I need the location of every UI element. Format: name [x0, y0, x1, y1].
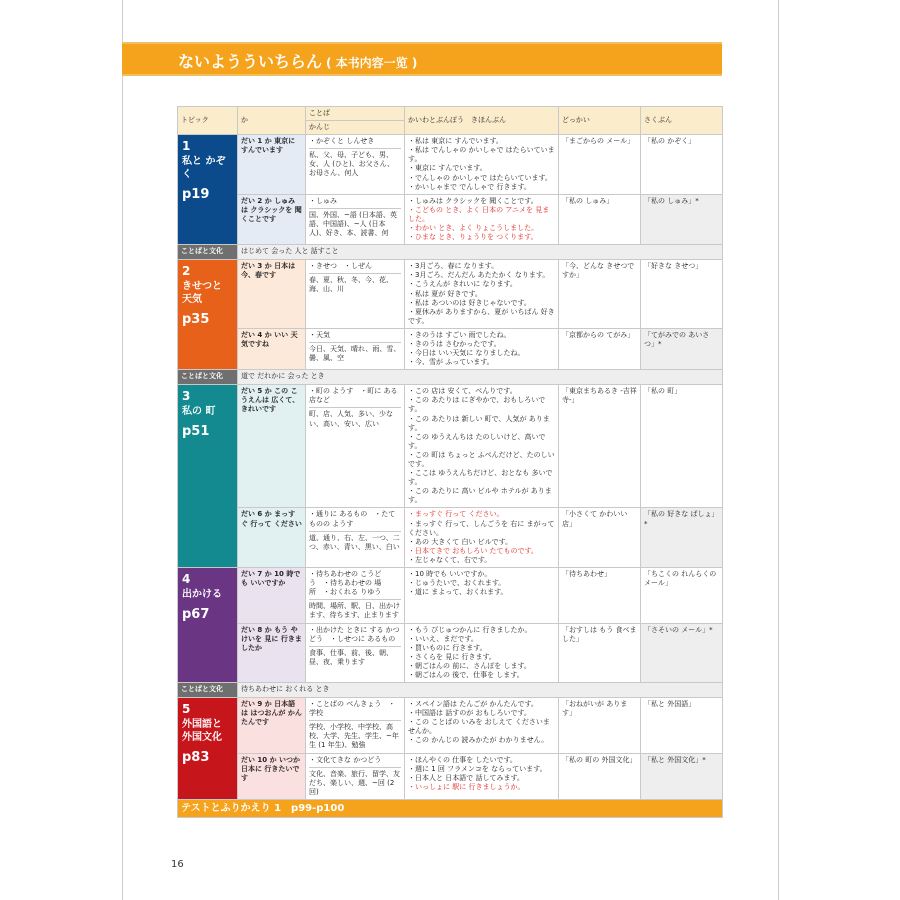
vocab-kanji-cell: ・天気 今日、天気、晴れ、雨、雪、曇、風、空 — [306, 328, 405, 369]
grammar-cell: ・ほんやくの 仕事を したいです。 ・週に 1 回 フラメンコを ならっています。 ・日本人と 日本語で 話してみます。 ・いっしょに 駅に 行きましょうか。 — [405, 753, 559, 799]
lesson-row — [178, 508, 723, 568]
header-sakubun: さくぶん — [641, 107, 723, 135]
topic-1: 1 私と かぞく p19 — [178, 135, 238, 245]
lesson-title: だい 1 か 東京に すんでいます — [238, 135, 306, 195]
vocab-kanji-cell: ・ことばの べんきょう ・学校 学校、小学校、中学校、高校、大学、先生、学生、~年生 (1 年生)、勉強 — [306, 698, 405, 753]
dokkai-cell: 「私の しゅみ」 — [559, 194, 641, 244]
lesson-row — [178, 194, 723, 244]
grammar-cell: ・この 店は 安くて、べんりです。 ・この あたりは にぎやかで、おもしろいです。 ・この あたりは 新しい 町で、人気が あります。 ・この ゆうえんちは たのしいけど、高いです。 ・この 町は ちょっと ふべんだけど、たのしいです。 ・ここは ゆうえんちだけど、おとなも 多いです。 ・この あたりに 高い ビルや ホテルが あります。 — [405, 385, 559, 508]
sakubun-cell: 「私の 好きな ばしょ」* — [641, 508, 723, 568]
sakubun-cell: 「てがみでの あいさつ」* — [641, 328, 723, 369]
lesson-title: だい 10 か いつか 日本に 行きたいです — [238, 753, 306, 799]
test-review-label: テストとふりかえり 1 p99-p100 — [178, 799, 723, 817]
dokkai-cell: 「まごからの メール」 — [559, 135, 641, 195]
dokkai-cell: 「私の 町の 外国文化」 — [559, 753, 641, 799]
dokkai-cell: 「小さくて かわいい 店」 — [559, 508, 641, 568]
grammar-cell: ・まっすぐ 行って ください。 ・まっすぐ 行って、しんごうを 右に まがって ください。 ・あの 大きくて 白い ビルです。 ・日本てきで おもしろい たてものです。 ・左じゃなくて、右です。 — [405, 508, 559, 568]
dokkai-cell: 「京都からの てがみ」 — [559, 328, 641, 369]
vocab-kanji-cell: ・しゅみ 国、外国、~語 (日本語、英語、中国語)、~人 (日本人)、好き、本、読書、何 — [306, 194, 405, 244]
topic-3: 3 私の 町 p51 — [178, 385, 238, 568]
lesson-title: だい 9 か 日本語は はつおんが かんたんです — [238, 698, 306, 753]
vocab-kanji-cell: ・出かけた ときに する かつどう ・しせつに あるもの 食事、仕事、前、後、朝、昼、夜、乗ります — [306, 623, 405, 683]
grammar-cell: ・私は 東京に すんでいます。 ・私は でんしゃの かいしゃで はたらいています。 ・東京に すんでいます。 ・でんしゃの かいしゃで はたらいています。 ・かいしゃまで でんしゃで 行きます。 — [405, 135, 559, 195]
grammar-cell: ・しゅみは クラシックを 聞くことです。 ・こどもの とき、よく 日本の アニメを 見ました。 ・わかい とき、よく りょこうしました。 ・ひまな とき、りょうりを つくります。 — [405, 194, 559, 244]
topic-4: 4 出かける p67 — [178, 568, 238, 683]
kotoba-bunka-row — [178, 245, 723, 260]
header-row — [178, 107, 723, 121]
title-banner — [122, 42, 722, 76]
lesson-title: だい 4 か いい 天気ですね — [238, 328, 306, 369]
vocab-kanji-cell: ・きせつ ・しぜん 春、夏、秋、冬、今、花、海、山、川 — [306, 260, 405, 329]
sakubun-cell: 「私の しゅみ」* — [641, 194, 723, 244]
lesson-title: だい 7 か 10 時でも いいですか — [238, 568, 306, 623]
sakubun-cell: 「私の 町」 — [641, 385, 723, 508]
dokkai-cell: 「東京まちあるき -吉祥寺-」 — [559, 385, 641, 508]
lesson-row — [178, 328, 723, 369]
topic-5: 5 外国語と 外国文化 p83 — [178, 698, 238, 800]
vocab-kanji-cell: ・文化てきな かつどう 文化、音楽、旅行、留学、友だち、楽しい、週、~回 (2 回) — [306, 753, 405, 799]
vocab-kanji-cell: ・待ちあわせの こうどう ・待ちあわせの 場所 ・おくれる りゆう 時間、場所、駅、日、出かけます、待ちます、止まります — [306, 568, 405, 623]
page-subtitle: ( 本书内容一览 ) — [326, 56, 418, 70]
kotoba-bunka-label: ことばと文化 — [178, 683, 238, 698]
lesson-row — [178, 623, 723, 683]
topic-2: 2 きせつと 天気 p35 — [178, 260, 238, 370]
grammar-cell: ・きのうは すごい 雨でしたね。 ・きのうは さむかったです。 ・今日は いい天気に なりましたね。 ・今、雪が ふっています。 — [405, 328, 559, 369]
grammar-cell: ・もう びじゅつかんに 行きましたか。 ・いいえ、まだです。 ・買いものに 行きます。 ・さくらを 見に 行きます。 ・朝ごはんの 前に、さんぽを します。 ・朝ごはんの 後で、仕事を します。 — [405, 623, 559, 683]
header-kanji: かんじ — [306, 121, 405, 135]
footer-row — [178, 799, 723, 817]
sakubun-cell: 「私と 外国文化」* — [641, 753, 723, 799]
kotoba-bunka-text: 道で だれかに 会った とき — [238, 370, 723, 385]
lesson-row — [178, 260, 723, 329]
lesson-row — [178, 698, 723, 753]
sakubun-cell: 「私の かぞく」 — [641, 135, 723, 195]
dokkai-cell: 「おすしは もう 食べました」 — [559, 623, 641, 683]
lesson-title: だい 5 か この こうえんは 広くて、きれいです — [238, 385, 306, 508]
grammar-cell: ・スペイン語は たんごが かんたんです。 ・中国語は 話すのが おもしろいです。 ・この ことばの いみを おしえて くださいませんか。 ・この かんじの 読みかたが わかりません。 — [405, 698, 559, 753]
header-ka: か — [238, 107, 306, 135]
kotoba-bunka-text: はじめて 会った 人と 話すこと — [238, 245, 723, 260]
page-number: 16 — [171, 859, 184, 870]
lesson-title: だい 6 か まっすぐ 行って ください — [238, 508, 306, 568]
vocab-kanji-cell: ・通りに あるもの ・たてものの ようす 道、通り、右、左、一つ、二つ、赤い、青い、黒い、白い — [306, 508, 405, 568]
kotoba-bunka-text: 待ちあわせに おくれる とき — [238, 683, 723, 698]
contents-table — [177, 106, 723, 818]
lesson-title: だい 2 か しゅみは クラシックを 聞くことです — [238, 194, 306, 244]
kotoba-bunka-row — [178, 370, 723, 385]
page-title: ないようういちらん ( 本书内容一览 ) — [178, 52, 418, 71]
kotoba-bunka-label: ことばと文化 — [178, 245, 238, 260]
vocab-kanji-cell: ・町の ようす ・町に ある 店など 町、店、人気、多い、少ない、高い、安い、広い — [306, 385, 405, 508]
lesson-row — [178, 753, 723, 799]
sakubun-cell: 「さそいの メール」* — [641, 623, 723, 683]
header-topic: トピック — [178, 107, 238, 135]
dokkai-cell: 「待ちあわせ」 — [559, 568, 641, 623]
header-grammar: かいわとぶんぽう きほんぶん — [405, 107, 559, 135]
kotoba-bunka-label: ことばと文化 — [178, 370, 238, 385]
dokkai-cell: 「おねがいが あります」 — [559, 698, 641, 753]
sakubun-cell: 「ちこくの れんらくの メール」 — [641, 568, 723, 623]
grammar-cell: ・10 時でも いいですか。 ・じゅうたいで、おくれます。 ・道に まよって、おくれます。 — [405, 568, 559, 623]
header-dokkai: どっかい — [559, 107, 641, 135]
lesson-row — [178, 385, 723, 508]
dokkai-cell: 「今、どんな きせつですか」 — [559, 260, 641, 329]
lesson-title: だい 3 か 日本は 今、春です — [238, 260, 306, 329]
vocab-kanji-cell: ・かぞくと しんせき 私、父、母、子ども、男、女、人 (ひと)、お父さん、お母さん、何人 — [306, 135, 405, 195]
page-border-left — [122, 0, 123, 900]
sakubun-cell: 「私と 外国語」 — [641, 698, 723, 753]
lesson-row — [178, 568, 723, 623]
grammar-cell: ・3月ごろ、春に なります。 ・3月ごろ、だんだん あたたかく なります。 ・こうえんが きれいに なります。 ・私は 夏が 好きです。 ・私は あついのは 好きじゃないです。 ・夏休みが ありますから、夏が いちばん 好きです。 — [405, 260, 559, 329]
lesson-row — [178, 135, 723, 195]
header-kotoba: ことば — [306, 107, 405, 121]
page-border-right — [778, 0, 779, 900]
kotoba-bunka-row — [178, 683, 723, 698]
sakubun-cell: 「好きな きせつ」 — [641, 260, 723, 329]
lesson-title: だい 8 か もう やけいを 見に 行きましたか — [238, 623, 306, 683]
